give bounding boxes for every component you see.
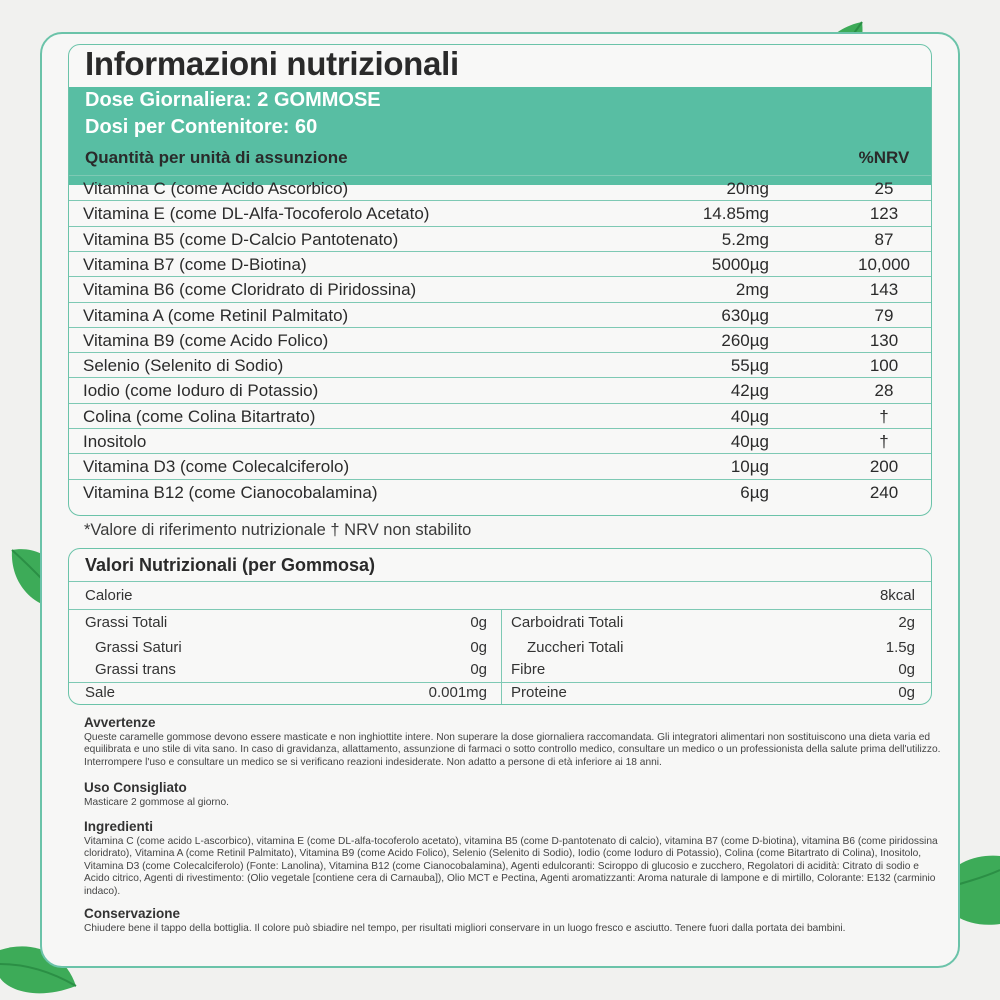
table-row	[69, 302, 931, 327]
usage-text: Masticare 2 gommose al giorno.	[84, 797, 229, 808]
storage-section	[84, 906, 946, 935]
page-title: Informazioni nutrizionali	[85, 45, 459, 82]
ingredients-section	[84, 819, 946, 898]
nutrient-nrv: 240	[869, 482, 899, 502]
nutrient-amount: 10µg	[730, 457, 769, 477]
nutrient-name: Vitamina B9 (come Acido Folico)	[83, 330, 329, 350]
table-row	[69, 453, 931, 478]
nutrition-info-panel	[68, 44, 932, 516]
nutrient-amount: 42µg	[730, 381, 769, 401]
storage-heading: Conservazione	[84, 906, 181, 921]
nutrient-nrv: 87	[874, 229, 894, 249]
table-row	[69, 327, 931, 352]
ingredients-text: Vitamina C (come acido L-ascorbico), vitamina E (come DL-alfa-tocoferolo acetato), vitamina B5 (come D-pantotenato di calcio), vitamina B7 (come D-biotina), vitamina B6 (come piridossina cloridrato), Vitamina A (come Retinil Palmitato), Vitamina B9 (come Acido Folico), Selenio (Selenito di Sodio), Iodio (come Ioduro di Potassio), Colina (come Bitartrato di Colina), Inositolo, Vitamina D3 (come Colecalciferolo) (Fonte: Lanolina), Vitamina B12 (come Cianocobalamina), Agenti edulcoranti: Sciroppo di glucosio e zucchero, Regolatori di acidità: Citrato di sodio e Acido citrico, Agenti di rivestimento: (Olio vegetale [contiene cera di Carnauba]), Olio MCT e Pectina, Agenti aromatizzanti: Aroma naturale di lampone e di mirtillo, Colorante: E132 (carminio indaco).	[84, 836, 938, 897]
table-row	[69, 200, 931, 225]
nutrient-name: Vitamina B6 (come Cloridrato di Piridossina)	[83, 280, 417, 300]
fibre-value: 0g	[898, 661, 915, 678]
nutrient-name: Inositolo	[83, 432, 147, 451]
nutrient-amount: 5.2mg	[721, 229, 769, 249]
nutrient-nrv: 143	[869, 280, 899, 300]
table-row	[69, 428, 931, 453]
usage-heading: Uso Consigliato	[84, 780, 187, 795]
table-row	[69, 377, 931, 402]
nutrient-amount: 2mg	[735, 280, 769, 300]
nutrient-name: Colina (come Colina Bitartrato)	[83, 406, 316, 426]
nutrient-amount: 55µg	[730, 356, 769, 376]
nutrient-name: Vitamina E (come DL-Alfa-Tocoferolo Acetato)	[83, 204, 430, 224]
nutrient-nrv: 28	[874, 381, 894, 401]
storage-text: Chiudere bene il tappo della bottiglia. Il colore può sbiadire nel tempo, per risultati migliori conservare in un luogo fresco e asciutto. Tenere fuori dalla portata dei bambini.	[84, 923, 846, 934]
daily-dose: Dose Giornaliera: 2 GOMMOSE	[85, 89, 381, 111]
trans-fat-value: 0g	[470, 661, 487, 678]
total-carbs-value: 2g	[898, 614, 915, 631]
trans-fat-label: Grassi trans	[95, 661, 176, 678]
nutrient-name: Vitamina B5 (come D-Calcio Pantotenato)	[83, 229, 399, 249]
total-sugars-value: 1.5g	[885, 639, 915, 656]
salt-value: 0.001mg	[428, 684, 487, 701]
nutrient-amount: 14.85mg	[702, 204, 769, 224]
table-row	[69, 403, 931, 428]
table-row	[69, 352, 931, 377]
protein-value: 0g	[898, 684, 915, 701]
nutrient-amount: 6µg	[740, 482, 769, 502]
fibre-label: Fibre	[511, 661, 546, 678]
nutrient-nrv: 123	[869, 204, 899, 224]
servings-per-container: Dosi per Contenitore: 60	[85, 116, 318, 138]
nutrient-amount: 260µg	[721, 330, 769, 350]
warnings-heading: Avvertenze	[84, 715, 156, 730]
total-fat-label: Grassi Totali	[85, 614, 168, 631]
divider	[501, 682, 932, 683]
values-title: Valori Nutrizionali (per Gommosa)	[85, 555, 376, 575]
nutrient-nrv: 100	[869, 356, 899, 376]
nutrient-name: Selenio (Selenito di Sodio)	[83, 356, 284, 376]
nutrient-nrv: 130	[869, 330, 899, 350]
nutrient-nrv: 25	[874, 179, 894, 198]
nutrient-amount: 40µg	[730, 432, 769, 451]
nutrient-nrv: †	[879, 432, 889, 451]
nutrient-name: Vitamina D3 (come Colecalciferolo)	[83, 457, 350, 477]
divider	[69, 682, 501, 683]
warnings-section	[84, 715, 946, 769]
usage-section	[84, 780, 946, 809]
nutrient-name: Vitamina C (come Acido Ascorbico)	[83, 179, 349, 198]
total-fat-value: 0g	[470, 614, 487, 631]
saturated-fat-label: Grassi Saturi	[95, 639, 182, 656]
nutrient-amount: 40µg	[730, 406, 769, 426]
column-divider	[501, 610, 502, 705]
nutrient-name: Vitamina B7 (come D-Biotina)	[83, 254, 307, 274]
nutrient-amount: 20mg	[726, 179, 769, 198]
calories-label: Calorie	[85, 587, 133, 604]
calories-value: 8kcal	[879, 587, 915, 604]
table-header-nrv: %NRV	[858, 148, 910, 167]
footnote: *Valore di riferimento nutrizionale † NRV non stabilito	[84, 521, 472, 539]
nutrient-name: Vitamina A (come Retinil Palmitato)	[83, 305, 349, 325]
table-header-quantity: Quantità per unità di assunzione	[85, 148, 348, 167]
salt-label: Sale	[85, 684, 116, 701]
nutrient-nrv: 10,000	[858, 254, 910, 274]
table-row	[69, 251, 931, 276]
protein-label: Proteine	[511, 684, 567, 701]
nutrient-amount: 5000µg	[711, 254, 769, 274]
warnings-text: Queste caramelle gommose devono essere masticate e non inghiottite intere. Non superare la dose giornaliera raccomandata. Gli integratori alimentari non sostituiscono una dieta varia ed equilibrata e uno stile di vita sano. In caso di gravidanza, allattamento, assunzione di farmaci o sotto controllo medico, consultare un medico o un professionista della salute prima dell'utilizzo. Interrompere l'uso e consultare un medico se si verificano reazioni indesiderate. Non adatto a persone di età inferiore ai 18 anni.	[84, 732, 941, 768]
divider	[69, 609, 931, 610]
nutrient-nrv: 79	[874, 305, 894, 325]
nutrient-name: Vitamina B12 (come Cianocobalamina)	[83, 482, 378, 502]
total-sugars-label: Zuccheri Totali	[527, 639, 624, 656]
nutrient-amount: 630µg	[721, 305, 769, 325]
total-carbs-label: Carboidrati Totali	[511, 614, 624, 631]
table-row	[69, 479, 931, 504]
nutrient-nrv: †	[879, 406, 889, 426]
ingredients-heading: Ingredienti	[84, 819, 154, 834]
table-row	[69, 276, 931, 301]
table-row	[69, 175, 931, 200]
table-row	[69, 226, 931, 251]
nutrient-nrv: 200	[869, 457, 899, 477]
saturated-fat-value: 0g	[470, 639, 487, 656]
nutritional-values-panel	[68, 548, 932, 705]
divider	[69, 581, 931, 582]
nutrient-name: Iodio (come Ioduro di Potassio)	[83, 381, 319, 401]
